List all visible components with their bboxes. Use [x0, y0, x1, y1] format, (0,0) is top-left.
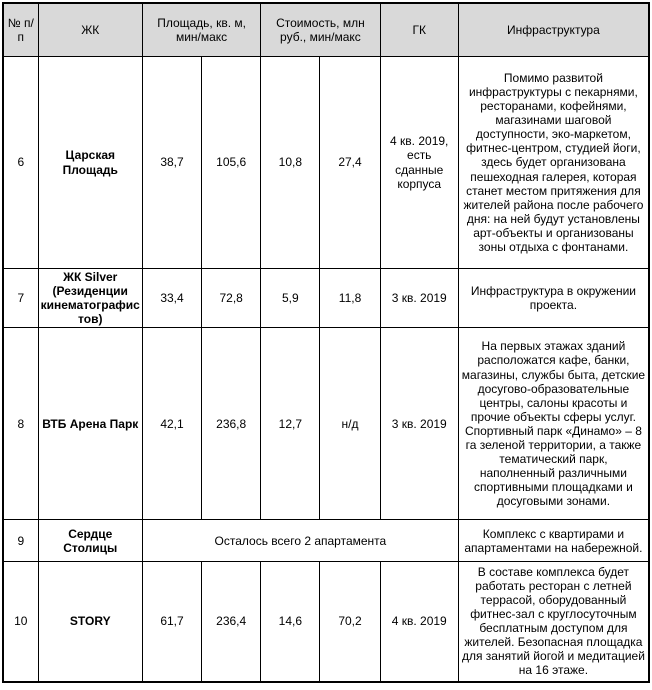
area-max-cell: 72,8 [202, 269, 261, 328]
gk-cell: 4 кв. 2019, есть сданные корпуса [380, 57, 458, 269]
row-num-cell: 6 [3, 57, 38, 269]
infrastructure-cell: Комплекс с квартирами и апартаментами на набережной. [458, 520, 649, 562]
header-area: Площадь, кв. м, мин/макс [142, 3, 260, 57]
cost-max-cell: 70,2 [320, 562, 380, 682]
infrastructure-cell: Инфраструктура в окружении проекта. [458, 269, 649, 328]
merged-note-cell: Осталось всего 2 апартамента [142, 520, 458, 562]
cost-max-cell: 11,8 [320, 269, 380, 328]
infrastructure-cell: В составе комплекса будет работать ресторан с летней террасой, оборудованный фитнес-зал с круглосуточным бесплатным доступом для жителей. Безопасная площадка для занятий йогой и медитацией на 16 этаже. [458, 562, 649, 682]
table-header [3, 3, 649, 57]
cost-min-cell: 14,6 [261, 562, 320, 682]
cost-max-cell: н/д [320, 328, 380, 520]
cost-min-cell: 5,9 [261, 269, 320, 328]
cost-min-cell: 10,8 [261, 57, 320, 269]
complex-name-cell: Сердце Столицы [38, 520, 142, 562]
cost-min-cell: 12,7 [261, 328, 320, 520]
area-min-cell: 42,1 [142, 328, 201, 520]
complex-name-cell: ВТБ Арена Парк [38, 328, 142, 520]
area-max-cell: 236,8 [202, 328, 261, 520]
header-num: № п/п [3, 3, 38, 57]
table-row [3, 520, 649, 562]
gk-cell: 3 кв. 2019 [380, 269, 458, 328]
table-row [3, 562, 649, 682]
complex-name-cell: Царская Площадь [38, 57, 142, 269]
header-infrastructure: Инфраструктура [458, 3, 649, 57]
header-row [3, 3, 649, 57]
row-num-cell: 9 [3, 520, 38, 562]
infrastructure-cell: На первых этажах зданий расположатся кафе, банки, магазины, службы быта, детские досугово-образовательные центры, салоны красоты и прочие объекты сферы услуг. Спортивный парк «Динамо» – 8 га зеленой территории, а также тематический парк, наполненный различными спортивными площадками и досуговыми зонами. [458, 328, 649, 520]
header-cost: Стоимость, млн руб., мин/макс [261, 3, 380, 57]
area-max-cell: 105,6 [202, 57, 261, 269]
header-gk: ГК [380, 3, 458, 57]
header-complex: ЖК [38, 3, 142, 57]
row-num-cell: 10 [3, 562, 38, 682]
projects-table [2, 2, 650, 683]
complex-name-cell: STORY [38, 562, 142, 682]
table-row [3, 57, 649, 269]
complex-name-cell: ЖК Silver (Резиденции кинематографистов) [38, 269, 142, 328]
area-min-cell: 33,4 [142, 269, 201, 328]
row-num-cell: 7 [3, 269, 38, 328]
area-min-cell: 61,7 [142, 562, 201, 682]
cost-max-cell: 27,4 [320, 57, 380, 269]
gk-cell: 3 кв. 2019 [380, 328, 458, 520]
gk-cell: 4 кв. 2019 [380, 562, 458, 682]
row-num-cell: 8 [3, 328, 38, 520]
area-min-cell: 38,7 [142, 57, 201, 269]
infrastructure-cell: Помимо развитой инфраструктуры с пекарнями, ресторанами, кофейнями, магазинами шаговой доступности, эко-маркетом, фитнес-центром, студией йоги, здесь будет организована пешеходная галерея, которая станет местом притяжения для жителей района после рабочего дня: на ней будут установлены арт-объекты и организованы зоны отдыха с фонтанами. [458, 57, 649, 269]
area-max-cell: 236,4 [202, 562, 261, 682]
table-row [3, 269, 649, 328]
table-row [3, 328, 649, 520]
